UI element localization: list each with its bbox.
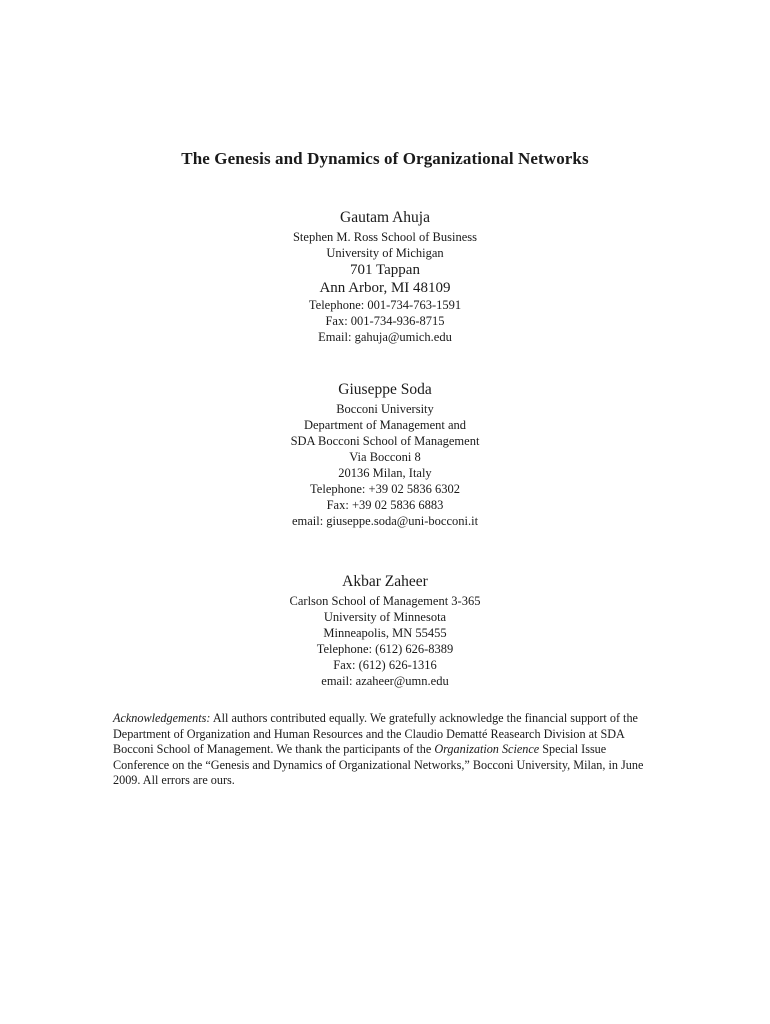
author-affiliation: Bocconi University: [336, 402, 434, 416]
author-affiliation: Department of Management and: [303, 418, 467, 432]
author-name: Gautam Ahuja: [340, 209, 430, 226]
author-affiliation: SDA Bocconi School of Management: [290, 434, 480, 448]
author-telephone: Telephone: 001-734-763-1591: [308, 298, 462, 312]
author-address: Via Bocconi 8: [349, 450, 421, 464]
acknowledgements-text: Special Issue Conference on the “Genesis and Dynamics of Organizational Networks,” Bocconi University, Milan, in June 2009. All errors are ours.: [113, 742, 644, 787]
author-block-soda: [0, 380, 770, 529]
author-name: Giuseppe Soda: [338, 381, 432, 398]
author-fax: Fax: (612) 626-1316: [333, 658, 437, 672]
author-fax: Fax: +39 02 5836 6883: [326, 498, 444, 512]
author-email: Email: gahuja@umich.edu: [318, 330, 452, 344]
acknowledgements-label: Acknowledgements:: [113, 711, 211, 725]
author-email: email: azaheer@umn.edu: [321, 674, 449, 688]
author-block-zaheer: [0, 572, 770, 689]
author-block-ahuja: [0, 208, 770, 345]
author-affiliation: Carlson School of Management 3-365: [289, 594, 481, 608]
author-telephone: Telephone: +39 02 5836 6302: [310, 482, 460, 496]
journal-name: Organization Science: [434, 742, 540, 756]
author-telephone: Telephone: (612) 626-8389: [316, 642, 454, 656]
paper-title: The Genesis and Dynamics of Organizational Networks: [181, 149, 589, 168]
author-affiliation: Stephen M. Ross School of Business: [292, 230, 478, 244]
acknowledgements-text: All authors contributed equally. We gratefully acknowledge the financial support of the Department of Organization and Human Resources and the Claudio Dematté Reasearch Division at SDA Bocconi School of Management. We thank the participants of the: [113, 711, 638, 756]
author-address: 20136 Milan, Italy: [338, 466, 432, 480]
author-address: Minneapolis, MN 55455: [323, 626, 447, 640]
author-fax: Fax: 001-734-936-8715: [325, 314, 445, 328]
author-email: email: giuseppe.soda@uni-bocconi.it: [291, 514, 479, 528]
author-address: 701 Tappan: [350, 262, 420, 278]
author-name: Akbar Zaheer: [342, 573, 428, 590]
acknowledgements-paragraph: [113, 711, 658, 789]
author-affiliation: University of Michigan: [326, 246, 444, 260]
author-address: Ann Arbor, MI 48109: [319, 280, 451, 296]
author-affiliation: University of Minnesota: [323, 610, 447, 624]
